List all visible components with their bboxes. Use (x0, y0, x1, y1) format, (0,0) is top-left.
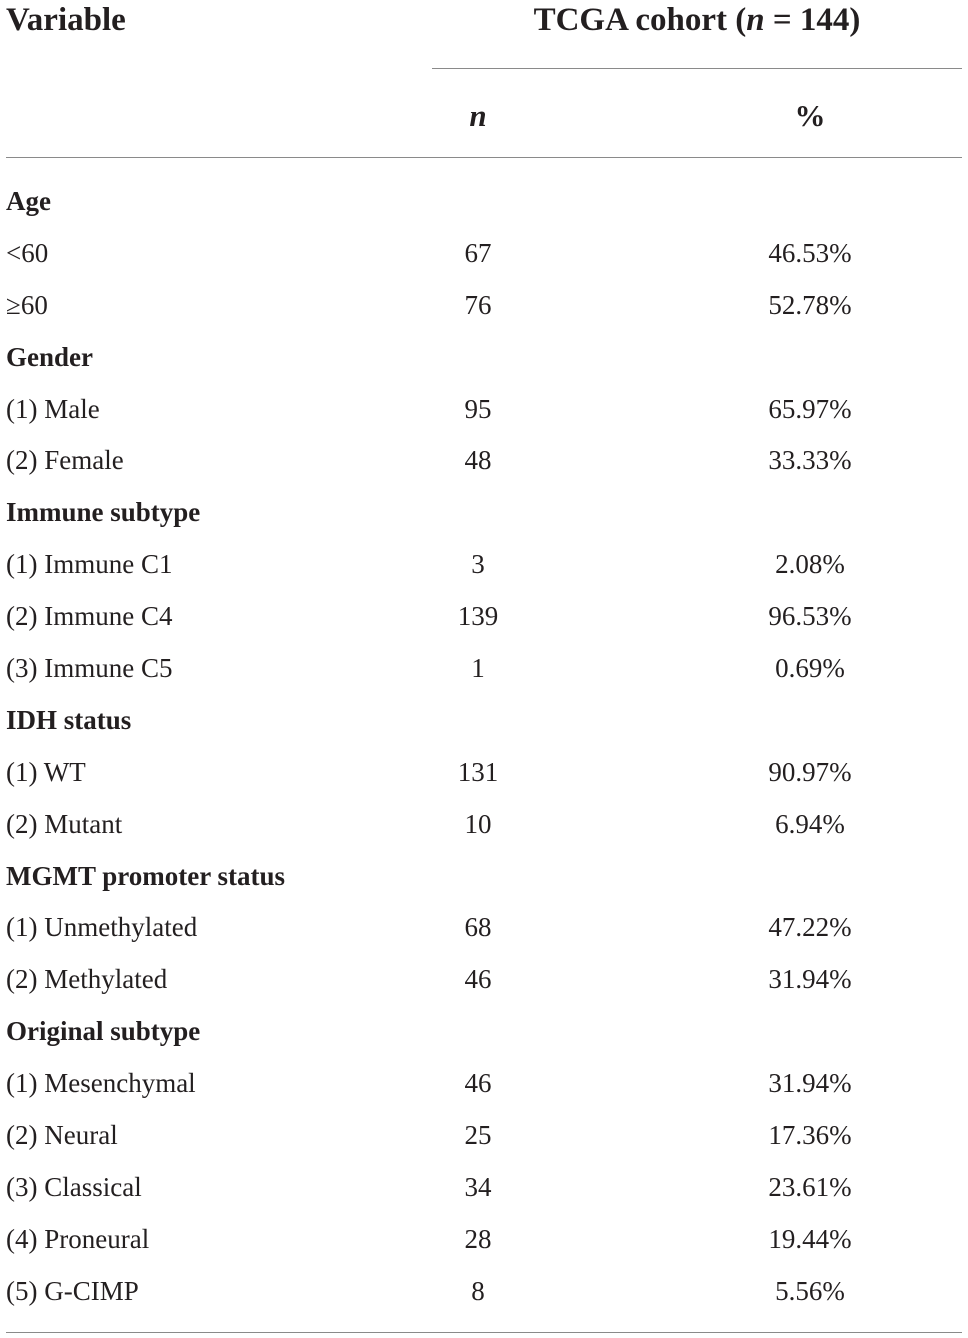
cohort-header-rule (432, 68, 962, 69)
row-label: (3) Immune C5 (6, 653, 173, 684)
cell-n: 10 (464, 808, 492, 839)
cohort-suffix: = 144) (764, 2, 861, 38)
cell-percent: 5.56% (775, 1275, 845, 1306)
row-label: (1) WT (6, 756, 86, 787)
column-header-percent: % (794, 98, 826, 133)
column-header-variable: Variable (6, 2, 126, 38)
cell-n: 28 (464, 1223, 492, 1254)
cell-percent: 46.53% (768, 237, 852, 268)
cell-percent: 90.97% (768, 756, 852, 787)
row-label: (2) Mutant (6, 808, 123, 839)
cell-percent: 2.08% (775, 549, 845, 580)
cell-percent: 96.53% (768, 601, 852, 632)
row-label: (5) G-CIMP (6, 1275, 139, 1306)
row-label: ≥60 (6, 289, 48, 320)
group-label: Immune subtype (6, 497, 201, 528)
group-header-row (0, 1006, 968, 1058)
table-row (0, 1162, 968, 1214)
row-label: (1) Mesenchymal (6, 1068, 196, 1099)
cell-n: 131 (457, 756, 499, 787)
cell-percent: 17.36% (768, 1120, 852, 1151)
cell-n: 139 (457, 601, 499, 632)
table-bottom-rule (6, 1332, 962, 1333)
cell-percent: 23.61% (768, 1171, 852, 1202)
cell-percent: 52.78% (768, 289, 852, 320)
cell-percent: 0.69% (775, 653, 845, 684)
cell-n: 76 (464, 289, 492, 320)
group-label: Gender (6, 341, 93, 372)
cell-n: 48 (464, 445, 492, 476)
table-row (0, 591, 968, 643)
row-label: (2) Immune C4 (6, 601, 173, 632)
column-header-n: n (469, 98, 487, 133)
table-row (0, 954, 968, 1006)
group-header-row (0, 695, 968, 747)
table-row (0, 747, 968, 799)
column-header-cohort (432, 0, 962, 40)
group-label: Age (6, 186, 51, 216)
group-header-row (0, 851, 968, 903)
cell-n: 1 (471, 653, 485, 684)
group-header-row (0, 332, 968, 384)
cell-n: 46 (464, 964, 492, 995)
table-row (0, 539, 968, 591)
table-body (0, 176, 968, 1318)
table-row (0, 799, 968, 851)
table-row (0, 1214, 968, 1266)
cell-percent: 65.97% (768, 393, 852, 424)
row-label: (1) Immune C1 (6, 549, 173, 580)
header-bottom-rule (6, 157, 962, 158)
table-row (0, 643, 968, 695)
row-label: (1) Male (6, 393, 100, 424)
cell-n: 34 (464, 1171, 492, 1202)
row-label: (2) Neural (6, 1120, 118, 1151)
cell-percent: 31.94% (768, 1068, 852, 1099)
row-label: <60 (6, 237, 49, 268)
group-header-row (0, 176, 968, 228)
row-label: (4) Proneural (6, 1223, 150, 1254)
table-row (0, 384, 968, 436)
table-row (0, 902, 968, 954)
cell-percent: 47.22% (768, 912, 852, 943)
cell-n: 25 (464, 1120, 492, 1151)
cell-percent: 33.33% (768, 445, 852, 476)
cell-percent: 6.94% (775, 808, 845, 839)
cohort-prefix: TCGA cohort ( (533, 2, 747, 38)
row-label: (2) Methylated (6, 964, 168, 995)
table-row (0, 1110, 968, 1162)
table-row (0, 1266, 968, 1318)
cell-percent: 19.44% (768, 1223, 852, 1254)
group-label: IDH status (6, 704, 132, 735)
cohort-n-symbol: n (746, 2, 765, 38)
group-header-row (0, 487, 968, 539)
cell-n: 3 (471, 549, 485, 580)
cell-n: 67 (464, 237, 492, 268)
row-label: (1) Unmethylated (6, 912, 198, 943)
table-row (0, 1058, 968, 1110)
cell-percent: 31.94% (768, 964, 852, 995)
cell-n: 46 (464, 1068, 492, 1099)
row-label: (3) Classical (6, 1171, 142, 1202)
cell-n: 95 (464, 393, 492, 424)
table-row (0, 280, 968, 332)
row-label: (2) Female (6, 445, 124, 476)
group-label: MGMT promoter status (6, 860, 285, 891)
table-row (0, 228, 968, 280)
group-label: Original subtype (6, 1016, 201, 1047)
table-row (0, 435, 968, 487)
cell-n: 8 (471, 1275, 485, 1306)
cell-n: 68 (464, 912, 492, 943)
